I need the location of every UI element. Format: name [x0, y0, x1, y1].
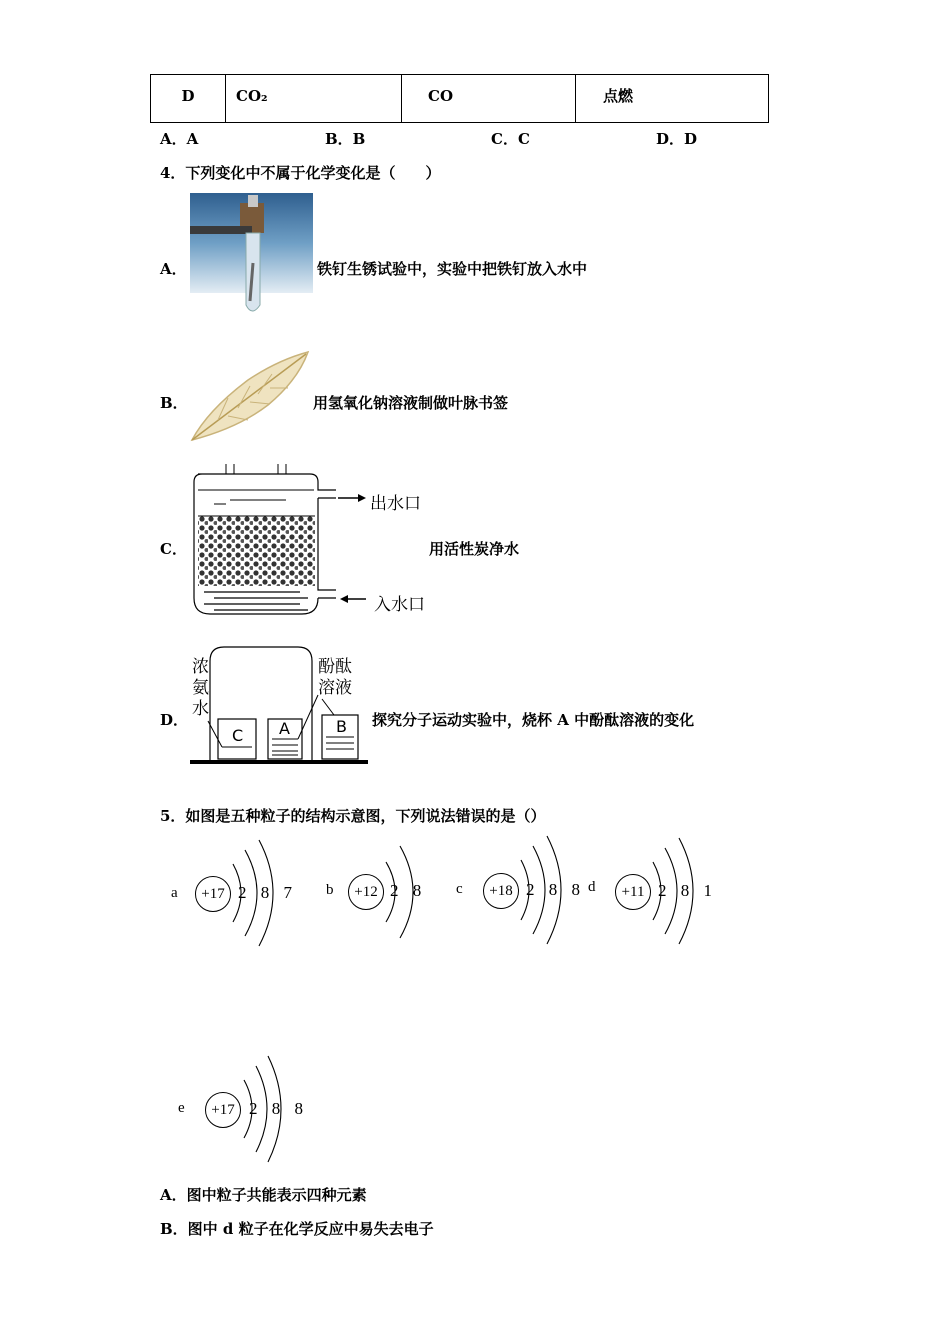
outlet-label: 出水口 [370, 494, 421, 514]
particle-label: e [178, 1100, 185, 1116]
nucleus: +18 [483, 873, 519, 909]
activated-carbon-filter-diagram [190, 462, 370, 617]
table-row [151, 75, 769, 123]
inlet-label: 入水口 [374, 595, 425, 615]
q4-question: 4．下列变化中不属于化学变化是（ ） [160, 164, 441, 182]
table-cell-letter: D [151, 75, 226, 123]
q5-question: 5．如图是五种粒子的结构示意图，下列说法错误的是（） [160, 807, 546, 825]
q4-option-b-text: 用氢氧化钠溶液制做叶脉书签 [313, 394, 509, 412]
q3-option-d[interactable]: D．D [656, 130, 698, 148]
table-cell-method: 点燃 [576, 75, 769, 123]
q4-option-a-text: 铁钉生锈试验中，实验中把铁钉放入水中 [317, 260, 588, 278]
q4-option-d-label[interactable]: D． [160, 711, 189, 729]
electron-shells: 2 8 1 [658, 881, 717, 900]
q5-option-a[interactable]: A．图中粒子共能表示四种元素 [160, 1186, 367, 1204]
particle-label: b [326, 882, 334, 898]
nucleus: +12 [348, 874, 384, 910]
q4-option-a-label[interactable]: A． [160, 260, 187, 278]
beaker-b-label: B [336, 717, 347, 736]
electron-shells: 2 8 7 [238, 883, 297, 902]
particle-label: a [171, 885, 178, 901]
q3-option-c[interactable]: C．C [491, 130, 530, 148]
leaf-skeleton-image [188, 350, 310, 442]
shell-arcs [513, 834, 573, 946]
beaker-c-label: C [232, 726, 244, 745]
shell-arcs [225, 838, 285, 948]
answer-table [150, 74, 769, 123]
nucleus: +17 [205, 1092, 241, 1128]
q4-option-b-label[interactable]: B． [160, 394, 188, 412]
table-cell-impurity: CO [402, 75, 576, 123]
particle-label: d [588, 879, 596, 895]
table-cell-substance: CO₂ [226, 75, 402, 123]
electron-shells: 2 8 8 [526, 880, 585, 899]
electron-shells: 2 8 8 [249, 1099, 308, 1118]
nucleus: +11 [615, 874, 651, 910]
q3-option-a[interactable]: A．A [160, 130, 199, 148]
q3-option-b[interactable]: B．B [325, 130, 366, 148]
shell-arcs [645, 836, 705, 946]
shell-arcs [236, 1054, 292, 1164]
shell-arcs [378, 842, 428, 942]
beaker-a-label: A [279, 719, 290, 738]
phenolphthalein-label: 酚酞 溶液 [318, 657, 352, 698]
q4-option-c-label[interactable]: C． [160, 540, 187, 558]
electron-shells: 2 8 [390, 881, 427, 900]
nucleus: +17 [195, 876, 231, 912]
particle-label: c [456, 881, 463, 897]
q4-option-d-text: 探究分子运动实验中，烧杯 A 中酚酞溶液的变化 [372, 711, 695, 729]
q4-option-c-text: 用活性炭净水 [429, 540, 520, 558]
test-tube-photo [190, 193, 313, 316]
q5-option-b[interactable]: B．图中 d 粒子在化学反应中易失去电子 [160, 1220, 434, 1238]
ammonia-label: 浓 氨 水 [192, 657, 209, 719]
